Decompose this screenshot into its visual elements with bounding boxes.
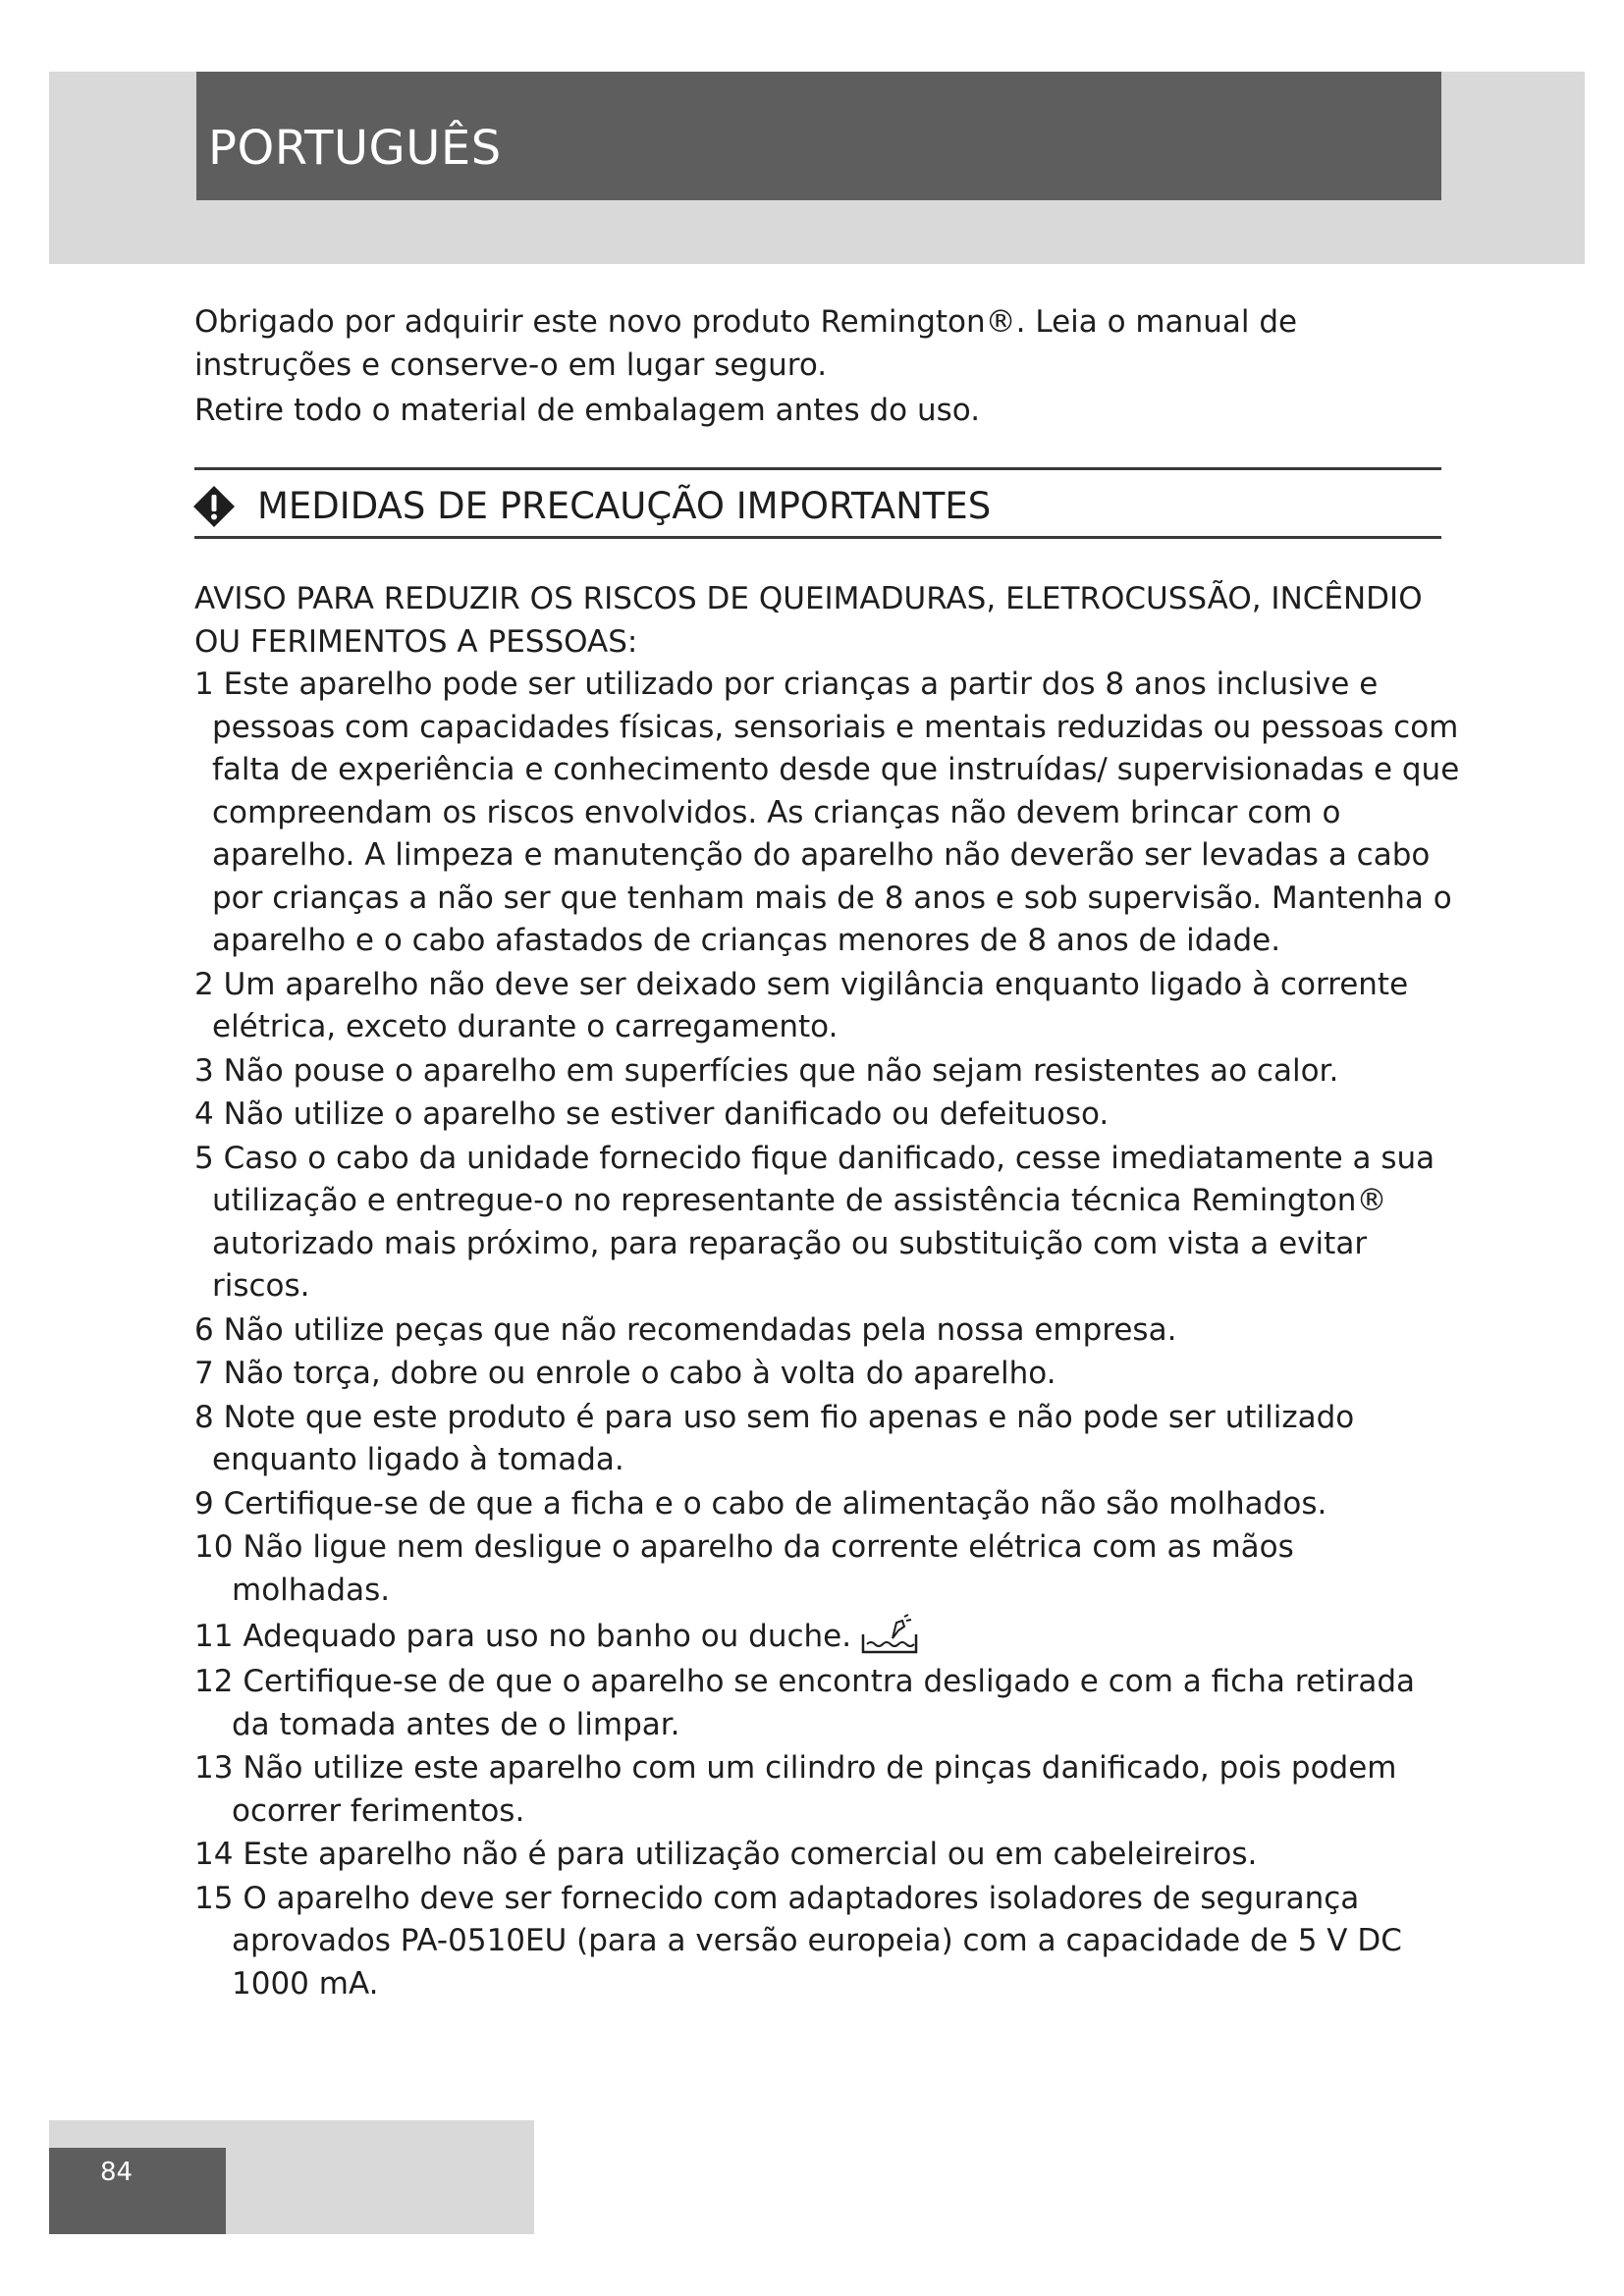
item-text: Não ligue nem desligue o aparelho da corrente elétrica com as mãos molhadas. (232, 1529, 1294, 1608)
list-item (194, 664, 1461, 963)
section-heading (192, 479, 991, 534)
item-text: Este aparelho não é para utilização comercial ou em cabeleireiros. (243, 1837, 1258, 1872)
item-number: 6 (194, 1311, 214, 1348)
intro-paragraph: Retire todo o material de embalagem antes do uso. (194, 393, 981, 428)
item-number: 10 (194, 1529, 234, 1565)
item-number: 4 (194, 1096, 214, 1132)
item-number: 5 (194, 1140, 214, 1176)
list-item (194, 1483, 1461, 1526)
intro-text (194, 300, 1441, 432)
section-title: MEDIDAS DE PRECAUÇÃO IMPORTANTES (257, 485, 992, 527)
item-number: 9 (194, 1485, 214, 1522)
item-text: Certifique-se de que a ficha e o cabo de alimentação não são molhados. (223, 1485, 1327, 1522)
item-text: Adequado para uso no banho ou duche. (243, 1619, 852, 1654)
list-item (194, 1834, 1461, 1877)
section-rule-top (194, 467, 1441, 470)
item-number: 8 (194, 1399, 214, 1435)
list-item (194, 1353, 1461, 1396)
list-item (194, 964, 1461, 1049)
item-number: 14 (194, 1837, 234, 1872)
item-number: 15 (194, 1880, 234, 1916)
bath-shower-icon (859, 1613, 920, 1660)
item-text: O aparelho deve ser fornecido com adaptadores isoladores de segurança aprovados PA-0510EU (para a versão europeia) com a capacidade de 5 V DC 1000 mA. (232, 1880, 1402, 2002)
list-item (194, 1878, 1461, 2006)
item-number: 2 (194, 966, 214, 1002)
warning-icon (192, 485, 236, 528)
list-item (194, 1397, 1461, 1482)
list-item (194, 1526, 1461, 1612)
list-item (194, 1050, 1461, 1094)
list-item (194, 1661, 1461, 1746)
warning-text: AVISO PARA REDUZIR OS RISCOS DE QUEIMADURAS, ELETROCUSSÃO, INCÊNDIO OU FERIMENTOS A PESSOAS: (194, 581, 1423, 660)
item-text: Certifique-se de que o aparelho se encontra desligado e com a ficha retirada da tomada antes de o limpar. (232, 1664, 1416, 1742)
page-title: PORTUGUÊS (208, 121, 502, 176)
precautions-list (194, 664, 1461, 2006)
footer-page-tab (49, 2148, 226, 2234)
list-item (194, 1138, 1461, 1308)
item-text: Não pouse o aparelho em superfícies que não sejam resistentes ao calor. (223, 1052, 1339, 1089)
item-text: Caso o cabo da unidade fornecido fique danificado, cesse imediatamente a sua utilização e entregue-o no representante de assistência técnica Remington® autorizado mais próximo, para reparação ou substituição com vista a evitar riscos. (212, 1140, 1435, 1304)
page-number: 84 (100, 2158, 134, 2187)
item-text: Note que este produto é para uso sem fio apenas e não pode ser utilizado enquanto ligado à tomada. (212, 1399, 1355, 1477)
item-text: Não torça, dobre ou enrole o cabo à volta do aparelho. (223, 1356, 1056, 1391)
list-item (194, 1747, 1461, 1833)
item-text: Não utilize o aparelho se estiver danificado ou defeituoso. (223, 1096, 1110, 1132)
item-text: Não utilize este aparelho com um cilindro de pinças danificado, pois podem ocorrer ferimentos. (232, 1750, 1397, 1829)
item-number: 1 (194, 667, 214, 702)
list-item (194, 1094, 1461, 1137)
item-number: 13 (194, 1750, 234, 1786)
section-rule-bottom (194, 536, 1441, 539)
item-number: 3 (194, 1052, 214, 1089)
item-number: 12 (194, 1664, 234, 1699)
item-text: Este aparelho pode ser utilizado por crianças a partir dos 8 anos inclusive e pessoas com capacidades físicas, sensoriais e mentais reduzidas ou pessoas com falta de experiência e conhecimento desde que instruídas/ supervisionadas e que compreendam os riscos envolvidos. As crianças não devem brincar com o aparelho. A limpeza e manutenção do aparelho não deverão ser levadas a cabo por crianças a não ser que tenham mais de 8 anos e sob supervisão. Mantenha o aparelho e o cabo afastados de crianças menores de 8 anos de idade. (212, 667, 1460, 958)
list-item (194, 1613, 1461, 1660)
item-number: 11 (194, 1619, 234, 1654)
item-number: 7 (194, 1356, 214, 1391)
item-text: Não utilize peças que não recomendadas pela nossa empresa. (223, 1311, 1177, 1348)
item-text: Um aparelho não deve ser deixado sem vigilância enquanto ligado à corrente elétrica, exceto durante o carregamento. (212, 966, 1409, 1044)
intro-paragraph: Obrigado por adquirir este novo produto Remington®. Leia o manual de instruções e conserve-o em lugar seguro. (194, 304, 1298, 383)
list-item (194, 1309, 1461, 1353)
